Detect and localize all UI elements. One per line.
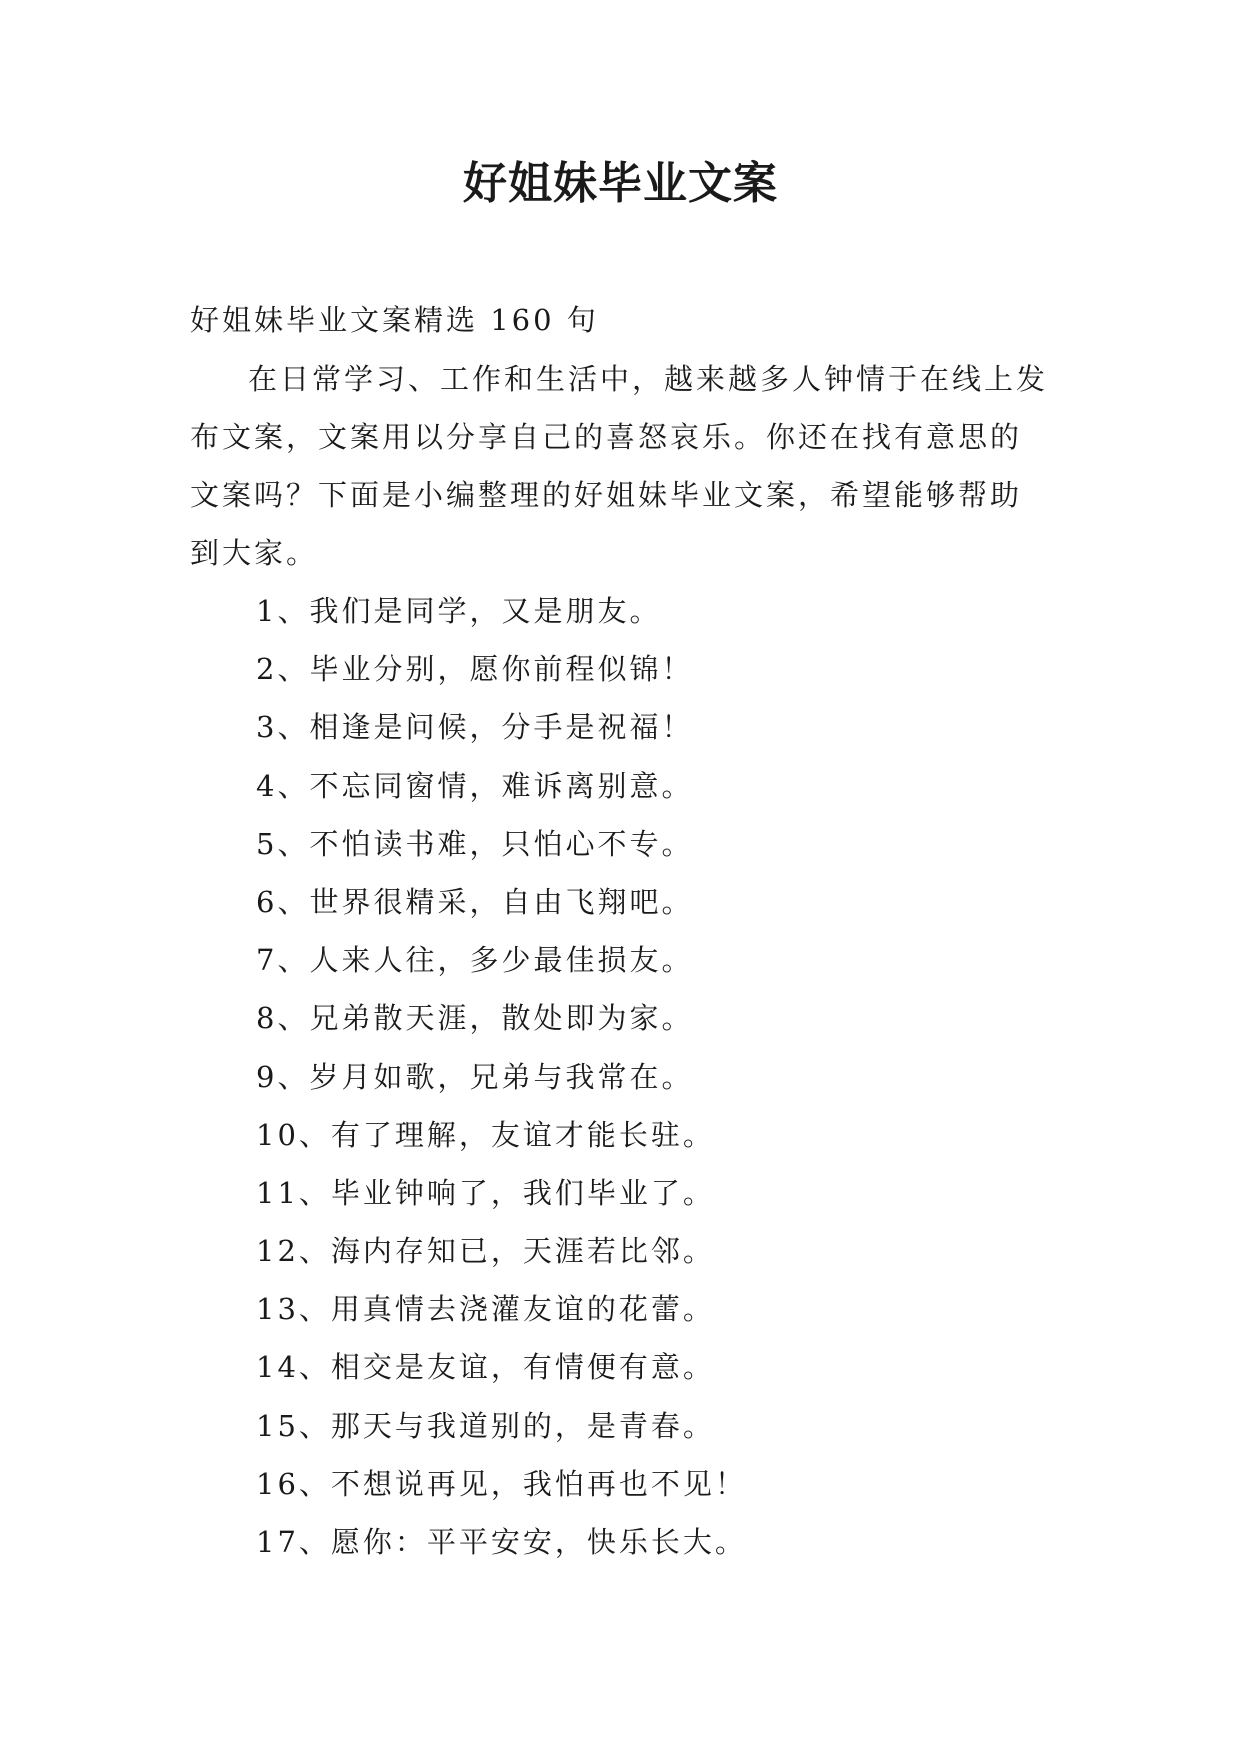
list-item: 17、愿你：平平安安，快乐长大。 (256, 1525, 747, 1559)
list-item: 6、世界很精采，自由飞翔吧。 (256, 884, 694, 919)
list-item: 5、不怕读书难，只怕心不专。 (256, 826, 694, 861)
document-body (190, 290, 1050, 1571)
list-item: 1、我们是同学，又是朋友。 (256, 594, 662, 628)
list-item: 4、不忘同窗情，难诉离别意。 (256, 768, 694, 803)
list-item: 7、人来人往，多少最佳损友。 (256, 943, 694, 978)
list-item: 13、用真情去浇灌友谊的花蕾。 (256, 1292, 715, 1327)
list-item: 11、毕业钟响了，我们毕业了。 (256, 1175, 715, 1210)
list-item: 10、有了理解，友谊才能长驻。 (256, 1117, 715, 1152)
list-item: 8、兄弟散天涯，散处即为家。 (256, 1001, 694, 1036)
list-item: 15、那天与我道别的，是青春。 (256, 1408, 715, 1443)
list-item: 3、相逢是问候，分手是祝福！ (256, 710, 694, 745)
list-item: 14、相交是友谊，有情便有意。 (256, 1350, 715, 1385)
quote-list (190, 582, 1050, 1571)
document-title: 好姐妹毕业文案 (463, 158, 778, 209)
list-item: 9、岁月如歌，兄弟与我常在。 (256, 1059, 694, 1094)
document-subtitle: 好姐妹毕业文案精选 160 句 (190, 303, 599, 337)
intro-paragraph: 在日常学习、工作和生活中，越来越多人钟情于在线上发布文案，文案用以分享自己的喜怒哀乐。你还在找有意思的文案吗？下面是小编整理的好姐妹毕业文案，希望能够帮助到大家。 (190, 362, 1049, 570)
list-item: 12、海内存知已，天涯若比邻。 (256, 1234, 715, 1269)
list-item: 16、不想说再见，我怕再也不见！ (256, 1466, 747, 1501)
list-item: 2、毕业分别，愿你前程似锦！ (256, 652, 694, 687)
